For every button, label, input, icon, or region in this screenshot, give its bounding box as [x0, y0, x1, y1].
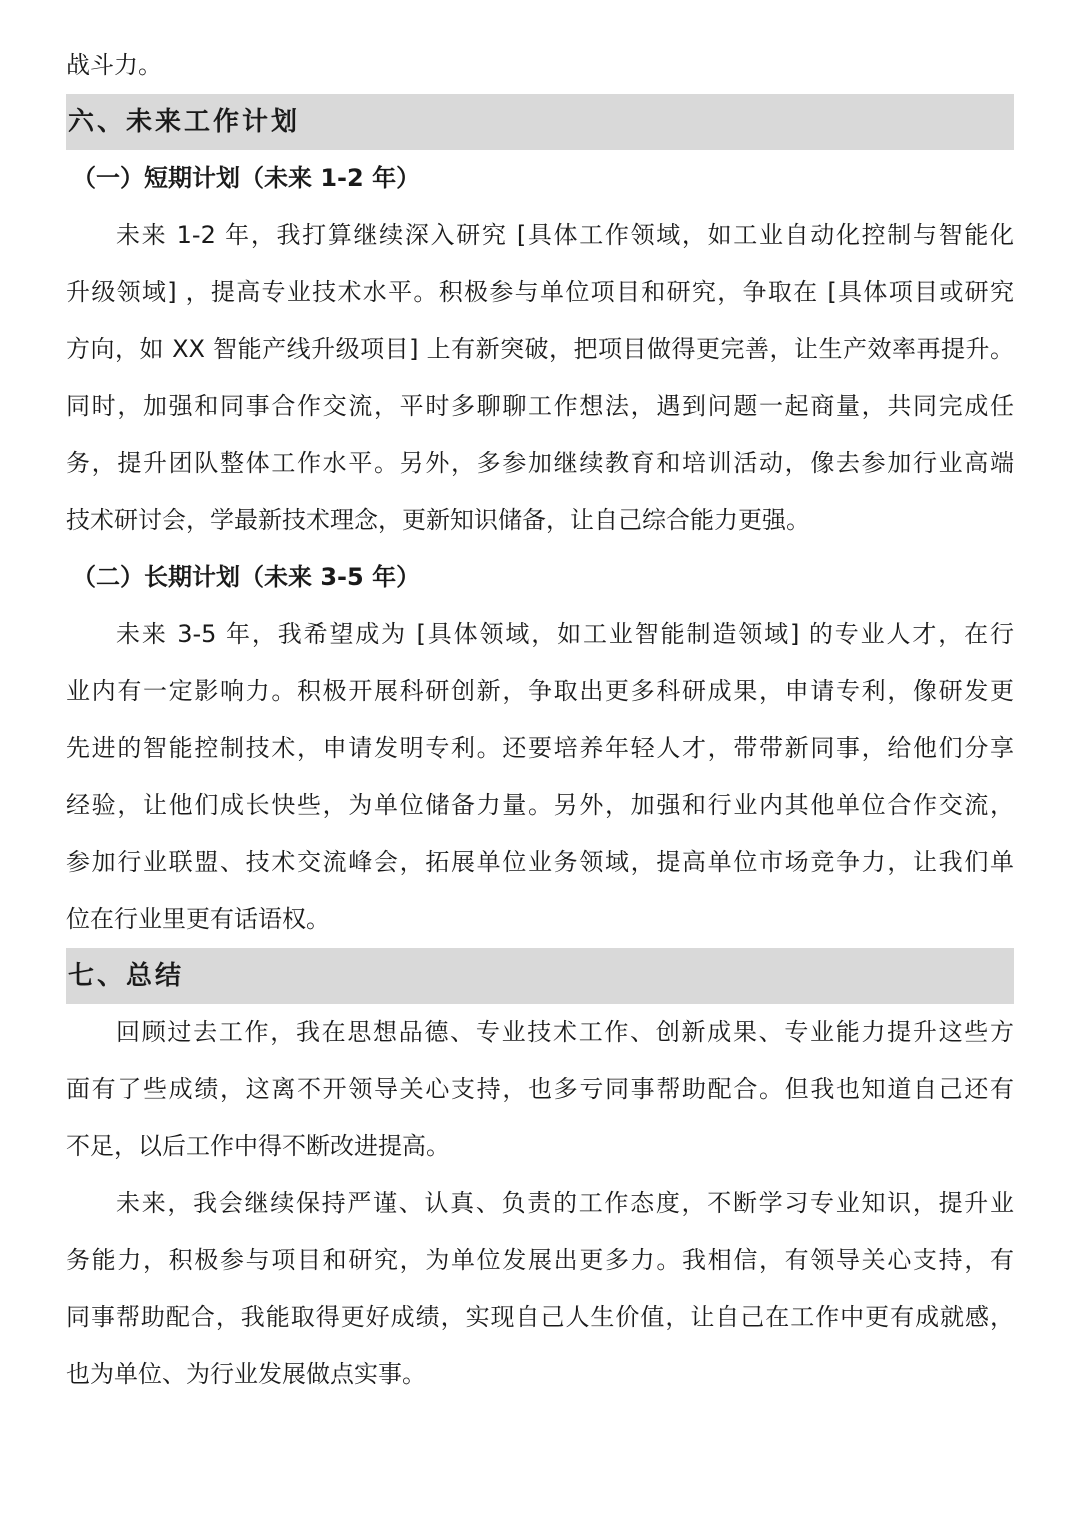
- paragraph-line: 位在行业里更有话语权。: [66, 905, 330, 933]
- short-term-paragraph: [66, 207, 1014, 549]
- paragraph-line: 回顾过去工作，我在思想品德、专业技术工作、创新成果、专业能力提升这些方: [116, 1018, 1014, 1046]
- paragraph-line: 未来 3-5 年，我希望成为 [具体领域，如工业智能制造领域] 的专业人才，在行: [116, 620, 1014, 648]
- paragraph-line: 未来，我会继续保持严谨、认真、负责的工作态度，不断学习专业知识，提升业: [116, 1189, 1014, 1217]
- paragraph-line: 务，提升团队整体工作水平。另外，多参加继续教育和培训活动，像去参加行业高端: [66, 449, 1014, 477]
- paragraph-line: 升级领域] ，提高专业技术水平。积极参与单位项目和研究，争取在 [具体项目或研究: [66, 278, 1014, 306]
- paragraph-line: 业内有一定影响力。积极开展科研创新，争取出更多科研成果，申请专利，像研发更: [66, 677, 1014, 705]
- long-term-paragraph: [66, 606, 1014, 948]
- paragraph-line: 面有了些成绩，这离不开领导关心支持，也多亏同事帮助配合。但我也知道自己还有: [66, 1075, 1014, 1103]
- paragraph-line: 未来 1-2 年，我打算继续深入研究 [具体工作领域，如工业自动化控制与智能化: [116, 221, 1014, 249]
- paragraph-line: 方向，如 XX 智能产线升级项目] 上有新突破，把项目做得更完善，让生产效率再提升。: [66, 335, 1014, 363]
- summary-paragraph-2: [66, 1175, 1014, 1403]
- short-term-heading: （一）短期计划（未来 1-2 年）: [72, 164, 421, 192]
- paragraph-line: 技术研讨会，学最新技术理念，更新知识储备，让自己综合能力更强。: [66, 506, 810, 534]
- paragraph-line: 务能力，积极参与项目和研究，为单位发展出更多力。我相信，有领导关心支持，有: [66, 1246, 1014, 1274]
- paragraph-line: 不足，以后工作中得不断改进提高。: [66, 1132, 450, 1160]
- paragraph-line: 也为单位、为行业发展做点实事。: [66, 1360, 426, 1388]
- section-7-heading: 七、总结: [66, 948, 1014, 1004]
- long-term-heading: （二）长期计划（未来 3-5 年）: [72, 563, 421, 591]
- summary-paragraph-1: [66, 1004, 1014, 1175]
- intro-tail-text: 战斗力。: [66, 51, 162, 79]
- paragraph-line: 同事帮助配合，我能取得更好成绩，实现自己人生价值，让自己在工作中更有成就感，: [66, 1303, 1014, 1331]
- section-6-heading: 六、未来工作计划: [66, 94, 1014, 150]
- document-page: [66, 0, 1014, 1403]
- paragraph-line: 先进的智能控制技术，申请发明专利。还要培养年轻人才，带带新同事，给他们分享: [66, 734, 1014, 762]
- paragraph-line: 同时，加强和同事合作交流，平时多聊聊工作想法，遇到问题一起商量，共同完成任: [66, 392, 1014, 420]
- paragraph-line: 参加行业联盟、技术交流峰会，拓展单位业务领域，提高单位市场竞争力，让我们单: [66, 848, 1014, 876]
- paragraph-line: 经验，让他们成长快些，为单位储备力量。另外，加强和行业内其他单位合作交流，: [66, 791, 1014, 819]
